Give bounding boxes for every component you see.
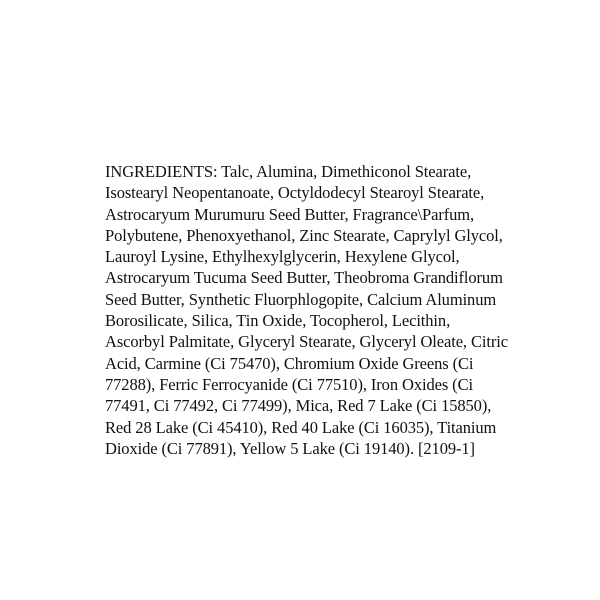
ingredients-line: Astrocaryum Tucuma Seed Butter, Theobroma Grandiflorum	[105, 268, 503, 288]
ingredients-line: Astrocaryum Murumuru Seed Butter, Fragrance\Parfum,	[105, 204, 475, 224]
ingredients-line: Borosilicate, Silica, Tin Oxide, Tocopherol, Lecithin,	[105, 311, 451, 331]
ingredients-line: Seed Butter, Synthetic Fluorphlogopite, Calcium Aluminum	[105, 289, 497, 309]
ingredients-line: 77491, Ci 77492, Ci 77499), Mica, Red 7 Lake (Ci 15850),	[105, 396, 492, 416]
ingredients-line: 77288), Ferric Ferrocyanide (Ci 77510), Iron Oxides (Ci	[105, 374, 473, 394]
ingredients-line: Ascorbyl Palmitate, Glyceryl Stearate, Glyceryl Oleate, Citric	[105, 332, 508, 352]
ingredients-line: Isostearyl Neopentanoate, Octyldodecyl Stearoyl Stearate,	[105, 183, 485, 203]
ingredients-list	[105, 161, 508, 459]
ingredients-line: Red 28 Lake (Ci 45410), Red 40 Lake (Ci 16035), Titanium	[105, 417, 497, 437]
ingredients-line: Dioxide (Ci 77891), Yellow 5 Lake (Ci 19140). [2109-1]	[105, 438, 475, 458]
ingredients-line: Polybutene, Phenoxyethanol, Zinc Stearate, Caprylyl Glycol,	[105, 225, 503, 245]
ingredients-line: Lauroyl Lysine, Ethylhexylglycerin, Hexylene Glycol,	[105, 247, 460, 267]
ingredients-line: Acid, Carmine (Ci 75470), Chromium Oxide Greens (Ci	[105, 353, 474, 373]
ingredients-line: INGREDIENTS: Talc, Alumina, Dimethiconol Stearate,	[105, 162, 472, 181]
